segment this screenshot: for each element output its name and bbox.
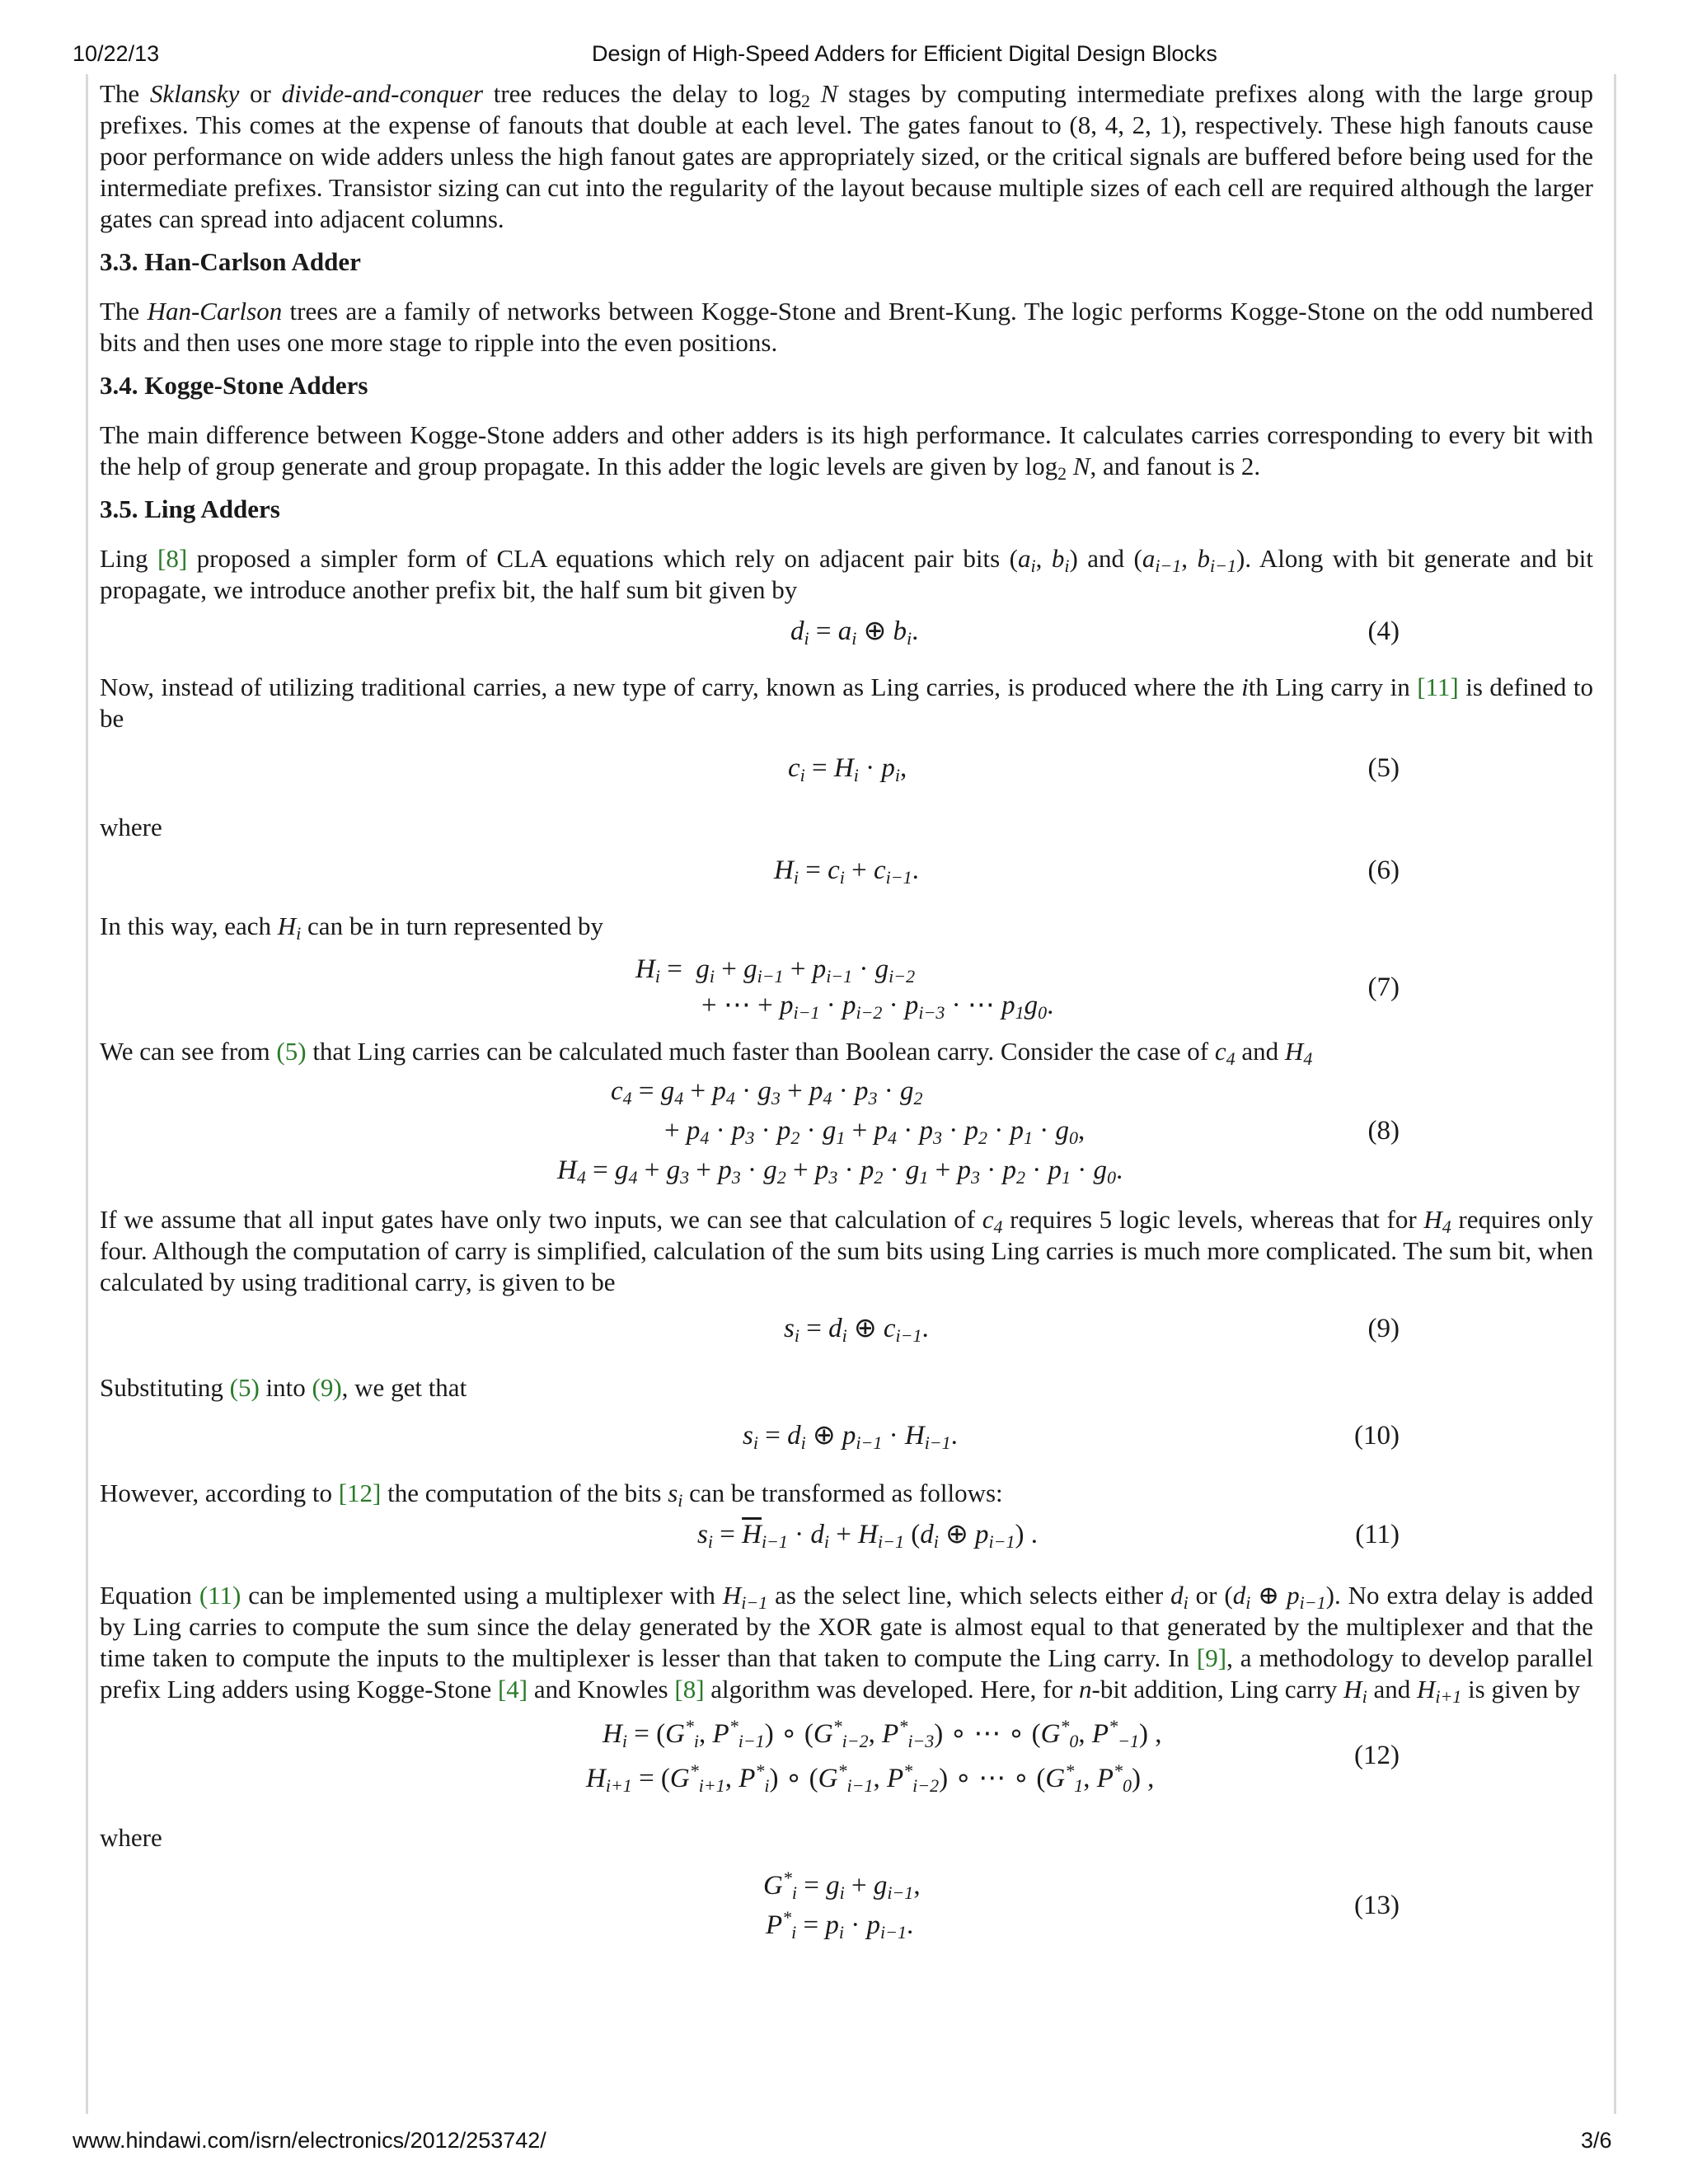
text-where: where [100,813,162,841]
paragraph-substituting: Substituting (5) into (9), we get that [100,1373,467,1402]
equation-12: $H_i = (G^*_i$, $P^*_{i-1}$) ∘ ($G^*_{i-2}$, $P^*_{i-3}$) ∘ ⋯ ∘ ($G^*_0$, $P^*_{-1}$) , $H_{i+1} = (G^*_{i+1}$, $P^*_i$) ∘ ($G^*_{i-1}$, $P^*_{i-2}$) ∘ ⋯ ∘ ($G^*_1$, $P^*_0$) , (12) [586,1716,1400,1796]
ref-link[interactable]: [4] [497,1675,528,1704]
section-heading-ling: 3.5. Ling Adders [100,494,280,523]
equation-13: $G^*_i = g_i + g_{i-1}$, $P^*_i = p_i \cdot p_{i-1}$. (13) [763,1868,1400,1943]
equation-8: $c_4 = g_4 + p_4 \cdot g_3 + p_4 \cdot p_3 \cdot g_2$ + $p_4 \cdot p_3 \cdot p_2 \cdot g_1 + p_4 \cdot p_3 \cdot p_2 \cdot p_1 \cdot g_0$, $H_4 = g_4 + g_3 + p_3 \cdot g_2 + p_3 \cdot p_2 \cdot g_1 + p_3 \cdot p_2 \cdot p_1 \cdot g_0$. (8) [557,1076,1400,1188]
paragraph-han-carlson: The Han-Carlson trees are a family of networks between Kogge-Stone and Brent-Kung. The logic performs Kogge-Stone on the odd numbered bits and then uses one more stage to ripple into the even positions. [100,297,1593,357]
equation-6: $H_i = c_i + c_{i-1}$. (6) [774,855,1400,888]
equation-5: $c_i = H_i \cdot p_i$, (5) [788,753,1400,785]
footer-page-number: 3/6 [1581,2128,1612,2153]
ref-link[interactable]: [8] [674,1675,705,1704]
paragraph-hi: In this way, each $H_i$ can be in turn represented by [100,912,603,944]
article-body [100,78,1593,1944]
right-rule [1614,74,1616,2114]
ref-link[interactable]: [9] [1196,1643,1227,1672]
paragraph-sklansky: The Sklansky or divide-and-conquer tree reduces the delay to $\log_2 N$ stages by computing intermediate prefixes along with the large group prefixes. This comes at the expense of fanouts that double at each level. The gates fanout to (8, 4, 2, 1), respectively. These high fanouts cause poor performance on wide adders unless the high fanout gates are appropriately sized, or the critical signals are buffered before being used for the intermediate prefixes. Transistor sizing can cut into the regularity of the layout because multiple sizes of each cell are required although the larger gates can spread into adjacent columns. [100,79,1594,233]
paragraph-ling-faster: We can see from (5) that Ling carries can be calculated much faster than Boolean carry. Consider the case of $c_4$ and $H_4$ [100,1037,1313,1069]
footer-url[interactable]: www.hindawi.com/isrn/electronics/2012/253742/ [73,2128,546,2153]
left-rule [86,74,88,2114]
header-date: 10/22/13 [73,41,160,66]
ref-link[interactable]: [8] [157,544,188,573]
text-where-2: where [100,1823,162,1852]
ref-link[interactable]: [11] [1417,673,1459,701]
equation-7: $H_i = g_i + g_{i-1} + p_{i-1} \cdot g_{i-2}$ + ⋯ + $p_{i-1} \cdot p_{i-2} \cdot p_{i-3}$ · ⋯ $p_1g_0$. (7) [635,954,1400,1023]
equation-10: $s_i = d_i$ ⊕ $p_{i-1} \cdot H_{i-1}$. (10) [743,1421,1400,1453]
paragraph-transformed: However, according to [12] the computation of the bits $s_i$ can be transformed as follows: [100,1479,1003,1511]
ref-link[interactable]: (11) [199,1581,241,1610]
paragraph-ling-intro: Ling [8] proposed a simpler form of CLA equations which rely on adjacent pair bits ($a_i$, $b_i$) and ($a_{i-1}$, $b_{i-1}$). Along with bit generate and bit propagate, we introduce another prefix bit, the half sum bit given by [100,544,1594,604]
header-title: Design of High-Speed Adders for Efficient Digital Design Blocks [592,41,1217,66]
equation-4: $d_i = a_i$ ⊕ $b_i$. (4) [790,616,1400,649]
equation-9: $s_i = d_i$ ⊕ $c_{i-1}$. (9) [784,1314,1400,1346]
ref-link[interactable]: (5) [229,1373,260,1402]
section-heading-han-carlson: 3.3. Han-Carlson Adder [100,247,361,276]
paragraph-ling-carry: Now, instead of utilizing traditional carries, a new type of carry, known as Ling carries, is produced where the ith Ling carry in [11] is defined to be [100,673,1593,733]
paragraph-kogge-stone: The main difference between Kogge-Stone adders and other adders is its high performance. It calculates carries corresponding to every bit with the help of group generate and group propagate. In this adder the logic levels are given by $\log_2 N$, and fanout is 2. [100,420,1593,484]
paragraph-multiplexer: Equation (11) can be implemented using a multiplexer with $H_{i-1}$ as the select line, which selects either $d_i$ or ($d_i$ ⊕ $p_{i-1}$). No extra delay is added by Ling carries to compute the sum since the delay generated by the XOR gate is almost equal to that generated by the multiplexer and that the time taken to compute the inputs to the multiplexer is lesser than that taken to compute the Ling carry. In [9], a methodology to develop parallel prefix Ling adders using Kogge-Stone [4] and Knowles [8] algorithm was developed. Here, for n-bit addition, Ling carry $H_i$ and $H_{i+1}$ is given by [100,1581,1594,1707]
paragraph-logic-levels: If we assume that all input gates have only two inputs, we can see that calculation of $c_4$ requires 5 logic levels, whereas that for $H_4$ requires only four. Although the computation of carry is simplified, calculation of the sum bits using Ling carries is much more complicated. The sum bit, when calculated by using traditional carry, is given to be [100,1205,1593,1296]
ref-link[interactable]: [12] [338,1479,382,1507]
section-heading-kogge-stone: 3.4. Kogge-Stone Adders [100,371,368,400]
equation-11: $s_i = \overline{H}_{i-1} \cdot d_i + H_{i-1}$ ($d_i$ ⊕ $p_{i-1}$) . (11) [697,1520,1400,1552]
ref-link[interactable]: (5) [276,1037,307,1066]
ref-link[interactable]: (9) [312,1373,342,1402]
